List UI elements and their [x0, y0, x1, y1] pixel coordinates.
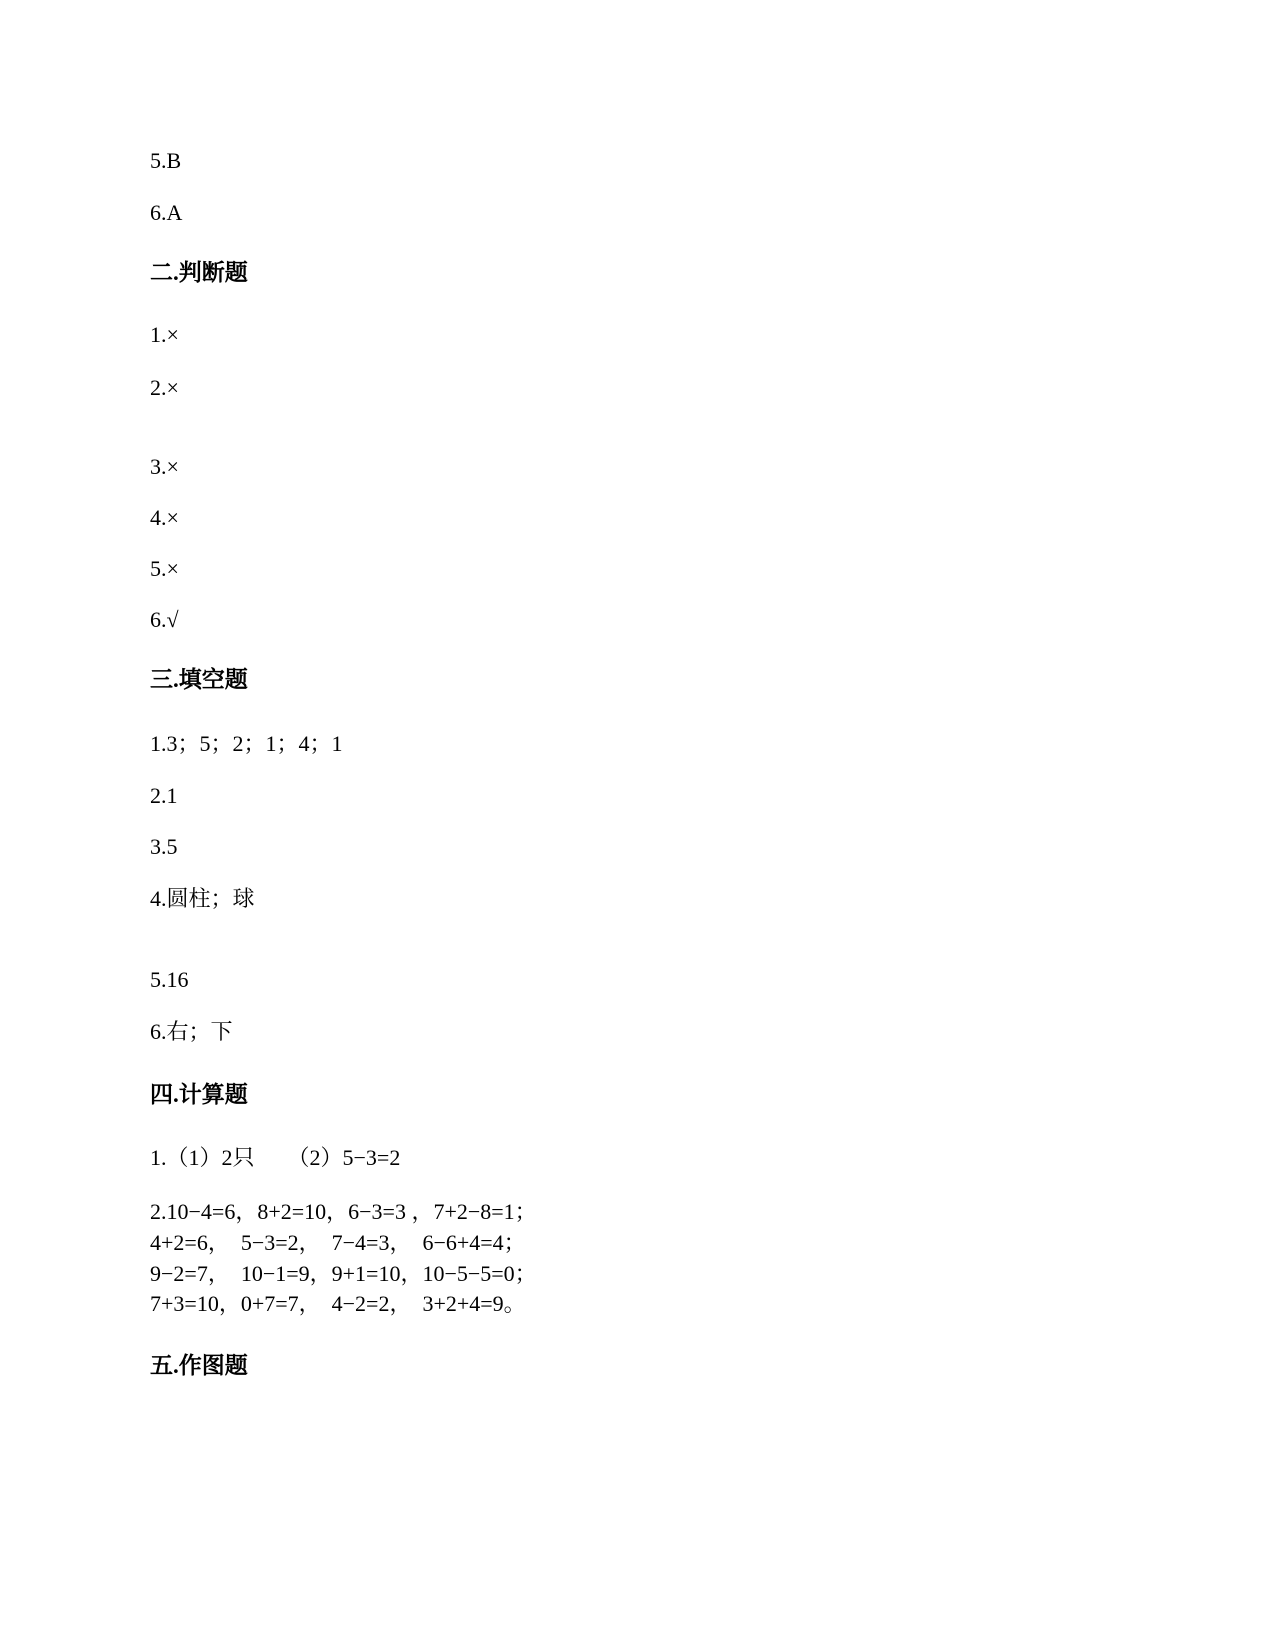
- judgement-answer-1: 1.×: [150, 322, 179, 347]
- fill-blank-answer-5: 5.16: [150, 967, 189, 992]
- answer-5: 5.B: [150, 148, 182, 173]
- judgement-answer-3: 3.×: [150, 454, 179, 479]
- section-heading-judgement: 二.判断题: [150, 260, 248, 285]
- calculation-answer-2-line-2: 4+2=6， 5−3=2， 7−4=3， 6−6+4=4；: [150, 1230, 526, 1255]
- fill-blank-answer-4: 4.圆柱；球: [150, 886, 255, 911]
- judgement-answer-6: 6.√: [150, 607, 179, 632]
- fill-blank-answer-2: 2.1: [150, 783, 178, 808]
- section-heading-calculation: 四.计算题: [150, 1082, 248, 1107]
- calculation-answer-2-line-1: 2.10−4=6，8+2=10，6−3=3 ，7+2−8=1；: [150, 1199, 537, 1224]
- judgement-answer-5: 5.×: [150, 556, 179, 581]
- fill-blank-answer-1: 1.3；5；2；1；4；1: [150, 731, 343, 756]
- answer-6: 6.A: [150, 200, 183, 225]
- calculation-answer-2-line-3: 9−2=7， 10−1=9，9+1=10，10−5−5=0；: [150, 1261, 537, 1286]
- section-heading-fill-blank: 三.填空题: [150, 667, 248, 692]
- calculation-answer-1: 1.（1）2只 （2）5−3=2: [150, 1145, 401, 1170]
- fill-blank-answer-6: 6.右；下: [150, 1019, 233, 1044]
- fill-blank-answer-3: 3.5: [150, 834, 178, 859]
- calculation-answer-2-line-4: 7+3=10，0+7=7， 4−2=2， 3+2+4=9。: [150, 1291, 526, 1316]
- judgement-answer-2: 2.×: [150, 375, 179, 400]
- judgement-answer-4: 4.×: [150, 505, 179, 530]
- section-heading-drawing: 五.作图题: [150, 1353, 248, 1378]
